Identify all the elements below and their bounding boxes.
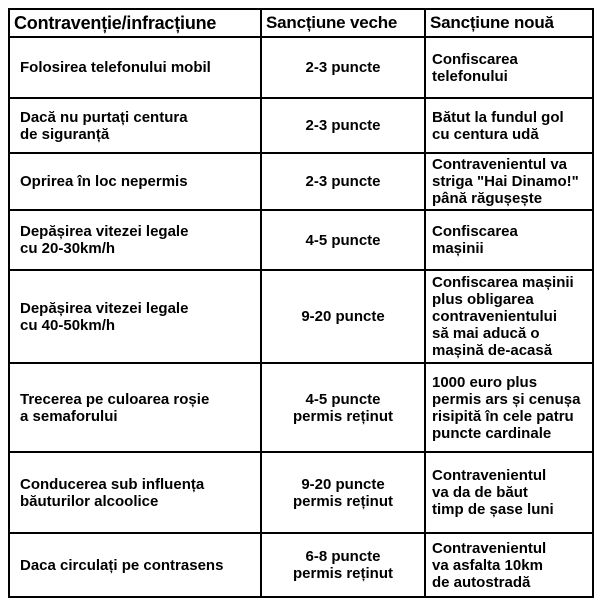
new-sanction-cell: Confiscarea mașinii <box>425 210 593 270</box>
table-row <box>9 452 593 533</box>
table-row <box>9 270 593 363</box>
penalty-comparison-table <box>8 8 594 598</box>
new-sanction-cell: Confiscarea telefonului <box>425 37 593 98</box>
table-row <box>9 98 593 153</box>
old-sanction-cell: 4-5 puncte permis reținut <box>261 363 425 452</box>
old-sanction-cell: 9-20 puncte <box>261 270 425 363</box>
offense-cell: Trecerea pe culoarea roșie a semaforului <box>9 363 261 452</box>
table-row <box>9 153 593 210</box>
header-old-sanction: Sancțiune veche <box>261 9 425 37</box>
old-sanction-cell: 4-5 puncte <box>261 210 425 270</box>
offense-cell: Depășirea vitezei legale cu 40-50km/h <box>9 270 261 363</box>
new-sanction-cell: Bătut la fundul gol cu centura udă <box>425 98 593 153</box>
old-sanction-cell: 2-3 puncte <box>261 37 425 98</box>
table-header-row <box>9 9 593 37</box>
new-sanction-cell: Confiscarea mașinii plus obligarea contravenientului să mai aducă o mașină de-acasă <box>425 270 593 363</box>
offense-cell: Depășirea vitezei legale cu 20-30km/h <box>9 210 261 270</box>
table-row <box>9 37 593 98</box>
table-row <box>9 533 593 597</box>
new-sanction-cell: Contravenientul va da de băut timp de șase luni <box>425 452 593 533</box>
old-sanction-cell: 9-20 puncte permis reținut <box>261 452 425 533</box>
table-row <box>9 210 593 270</box>
old-sanction-cell: 6-8 puncte permis reținut <box>261 533 425 597</box>
header-new-sanction: Sancțiune nouă <box>425 9 593 37</box>
new-sanction-cell: Contravenientul va asfalta 10km de autostradă <box>425 533 593 597</box>
penalty-table-container <box>8 8 592 598</box>
header-offense: Contravenție/infracțiune <box>9 9 261 37</box>
new-sanction-cell: 1000 euro plus permis ars și cenușa risipită în cele patru puncte cardinale <box>425 363 593 452</box>
new-sanction-cell: Contravenientul va striga "Hai Dinamo!" până răgușește <box>425 153 593 210</box>
offense-cell: Conducerea sub influența băuturilor alcoolice <box>9 452 261 533</box>
old-sanction-cell: 2-3 puncte <box>261 98 425 153</box>
offense-cell: Oprirea în loc nepermis <box>9 153 261 210</box>
offense-cell: Daca circulați pe contrasens <box>9 533 261 597</box>
old-sanction-cell: 2-3 puncte <box>261 153 425 210</box>
offense-cell: Folosirea telefonului mobil <box>9 37 261 98</box>
offense-cell: Dacă nu purtați centura de siguranță <box>9 98 261 153</box>
table-row <box>9 363 593 452</box>
